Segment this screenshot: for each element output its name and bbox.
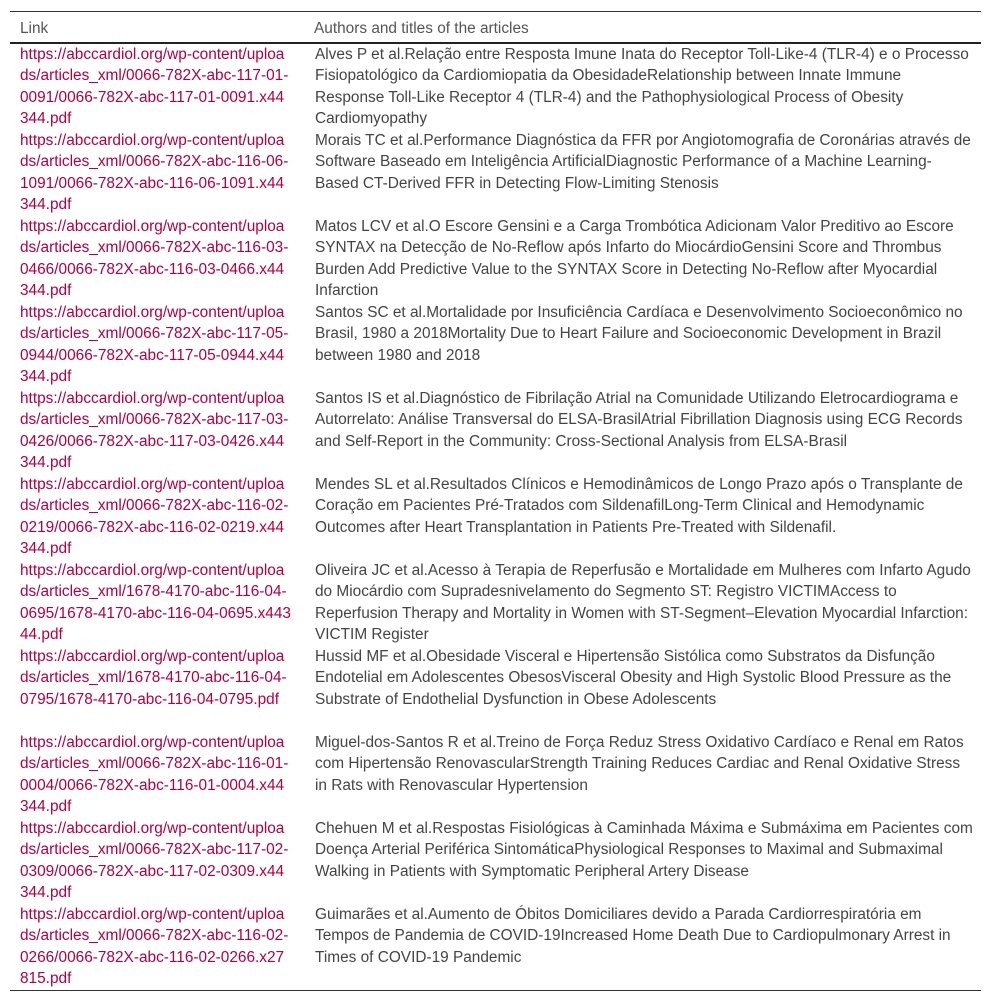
article-title-cell: Mendes SL et al.Resultados Clínicos e Hemodinâmicos de Longo Prazo após o Transplante de Coração em Pacientes Pré-Tratados com SildenafilLong-Term Clinical and Hemodynamic Outcomes after Heart Transplantation in Patients Pre-Treated with Sildenafil. — [315, 476, 963, 536]
article-title-cell: Morais TC et al.Performance Diagnóstica da FFR por Angiotomografia de Coronárias através de Software Baseado em Inteligência ArtificialDiagnostic Performance of a Machine Learning-Based CT-Derived FFR in Detecting Flow-Limiting Stenosis — [315, 132, 971, 192]
table-row — [10, 388, 981, 474]
article-pdf-link[interactable]: https://abccardiol.org/wp-content/uploads/articles_xml/0066-782X-abc-117-03-0426/0066-782X-abc-117-03-0426.x44344.pdf — [20, 390, 289, 472]
article-pdf-link[interactable]: https://abccardiol.org/wp-content/uploads/articles_xml/0066-782X-abc-116-02-0266/0066-782X-abc-116-02-0266.x27815.pdf — [20, 906, 289, 988]
link-cell — [10, 904, 304, 990]
column-header-link: Link — [10, 12, 304, 43]
table-row — [10, 43, 981, 130]
article-title-cell: Santos SC et al.Mortalidade por Insuficiência Cardíaca e Desenvolvimento Socioeconômico no Brasil, 1980 a 2018Mortality Due to Heart Failure and Socioeconomic Development in Brazil between 1980 and 2018 — [315, 304, 963, 364]
article-pdf-link[interactable]: https://abccardiol.org/wp-content/uploads/articles_xml/0066-782X-abc-116-01-0004/0066-782X-abc-116-01-0004.x44344.pdf — [20, 734, 289, 816]
link-cell — [10, 130, 304, 216]
link-cell — [10, 560, 304, 646]
article-pdf-link[interactable]: https://abccardiol.org/wp-content/uploads/articles_xml/1678-4170-abc-116-04-0695/1678-4170-abc-116-04-0695.x44344.pdf — [20, 562, 291, 644]
article-title-cell: Santos IS et al.Diagnóstico de Fibrilação Atrial na Comunidade Utilizando Eletrocardiograma e Autorrelato: Análise Transversal do ELSA-BrasilAtrial Fibrillation Diagnosis using ECG Records and Self-Report in the Community: Cross-Sectional Analysis from ELSA-Brasil — [315, 390, 963, 450]
article-title-cell: Oliveira JC et al.Acesso à Terapia de Reperfusão e Mortalidade em Mulheres com Infarto Agudo do Miocárdio com Supradesnivelamento do Segmento ST: Registro VICTIMAccess to Reperfusion Therapy and Mortality in Women with ST-Segment–Elevation Myocardial Infarction: VICTIM Register — [315, 562, 971, 644]
link-cell — [10, 216, 304, 302]
table-row — [10, 904, 981, 990]
link-cell — [10, 818, 304, 904]
link-cell — [10, 388, 304, 474]
table-row — [10, 474, 981, 560]
articles-table — [10, 12, 981, 990]
link-cell — [10, 474, 304, 560]
link-cell — [10, 302, 304, 388]
articles-table-container — [10, 11, 981, 991]
table-row — [10, 646, 981, 732]
table-header — [10, 12, 981, 43]
article-title-cell: Guimarães et al.Aumento de Óbitos Domiciliares devido a Parada Cardiorrespiratória em Tempos de Pandemia de COVID-19Increased Home Death Due to Cardiopulmonary Arrest in Times of COVID-19 Pandemic — [315, 906, 951, 966]
article-pdf-link[interactable]: https://abccardiol.org/wp-content/uploads/articles_xml/0066-782X-abc-117-02-0309/0066-782X-abc-117-02-0309.x44344.pdf — [20, 820, 289, 902]
link-cell — [10, 646, 304, 732]
article-title-cell: Hussid MF et al.Obesidade Visceral e Hipertensão Sistólica como Substratos da Disfunção Endotelial em Adolescentes ObesosVisceral Obesity and High Systolic Blood Pressure as the Substrate of Endothelial Dysfunction in Obese Adolescents — [315, 648, 952, 708]
table-body — [10, 43, 981, 990]
article-pdf-link[interactable]: https://abccardiol.org/wp-content/uploads/articles_xml/0066-782X-abc-116-03-0466/0066-782X-abc-116-03-0466.x44344.pdf — [20, 218, 289, 300]
link-cell — [10, 732, 304, 818]
article-pdf-link[interactable]: https://abccardiol.org/wp-content/uploads/articles_xml/0066-782X-abc-116-02-0219/0066-782X-abc-116-02-0219.x44344.pdf — [20, 476, 289, 558]
article-pdf-link[interactable]: https://abccardiol.org/wp-content/uploads/articles_xml/0066-782X-abc-117-05-0944/0066-782X-abc-117-05-0944.x44344.pdf — [20, 304, 289, 386]
link-cell — [10, 43, 304, 130]
article-title-cell: Matos LCV et al.O Escore Gensini e a Carga Trombótica Adicionam Valor Preditivo ao Escore SYNTAX na Detecção de No-Reflow após Infarto do MiocárdioGensini Score and Thrombus Burden Add Predictive Value to the SYNTAX Score in Detecting No-Reflow after Myocardial Infarction — [315, 218, 954, 300]
article-title-cell: Chehuen M et al.Respostas Fisiológicas à Caminhada Máxima e Submáxima em Pacientes com Doença Arterial Periférica SintomáticaPhysiological Responses to Maximal and Submaximal Walking in Patients with Symptomatic Peripheral Artery Disease — [315, 820, 973, 880]
table-row — [10, 732, 981, 818]
header-row — [10, 12, 981, 43]
table-row — [10, 216, 981, 302]
article-pdf-link[interactable]: https://abccardiol.org/wp-content/uploads/articles_xml/0066-782X-abc-116-06-1091/0066-782X-abc-116-06-1091.x44344.pdf — [20, 132, 289, 214]
article-pdf-link[interactable]: https://abccardiol.org/wp-content/uploads/articles_xml/0066-782X-abc-117-01-0091/0066-782X-abc-117-01-0091.x44344.pdf — [20, 46, 289, 128]
article-title-cell: Miguel-dos-Santos R et al.Treino de Força Reduz Stress Oxidativo Cardíaco e Renal em Ratos com Hipertensão RenovascularStrength Training Reduces Cardiac and Renal Oxidative Stress in Rats with Renovascular Hypertension — [315, 734, 964, 794]
article-pdf-link[interactable]: https://abccardiol.org/wp-content/uploads/articles_xml/1678-4170-abc-116-04-0795/1678-4170-abc-116-04-0795.pdf — [20, 648, 287, 708]
article-title-cell: Alves P et al.Relação entre Resposta Imune Inata do Receptor Toll-Like-4 (TLR-4) e o Processo Fisiopatológico da Cardiomiopatia da ObesidadeRelationship between Innate Immune Response Toll-Like Receptor 4 (TLR-4) and the Pathophysiological Process of Obesity Cardiomyopathy — [315, 46, 969, 128]
table-row — [10, 818, 981, 904]
column-header-title: Authors and titles of the articles — [304, 12, 981, 43]
table-row — [10, 302, 981, 388]
table-row — [10, 130, 981, 216]
table-row — [10, 560, 981, 646]
